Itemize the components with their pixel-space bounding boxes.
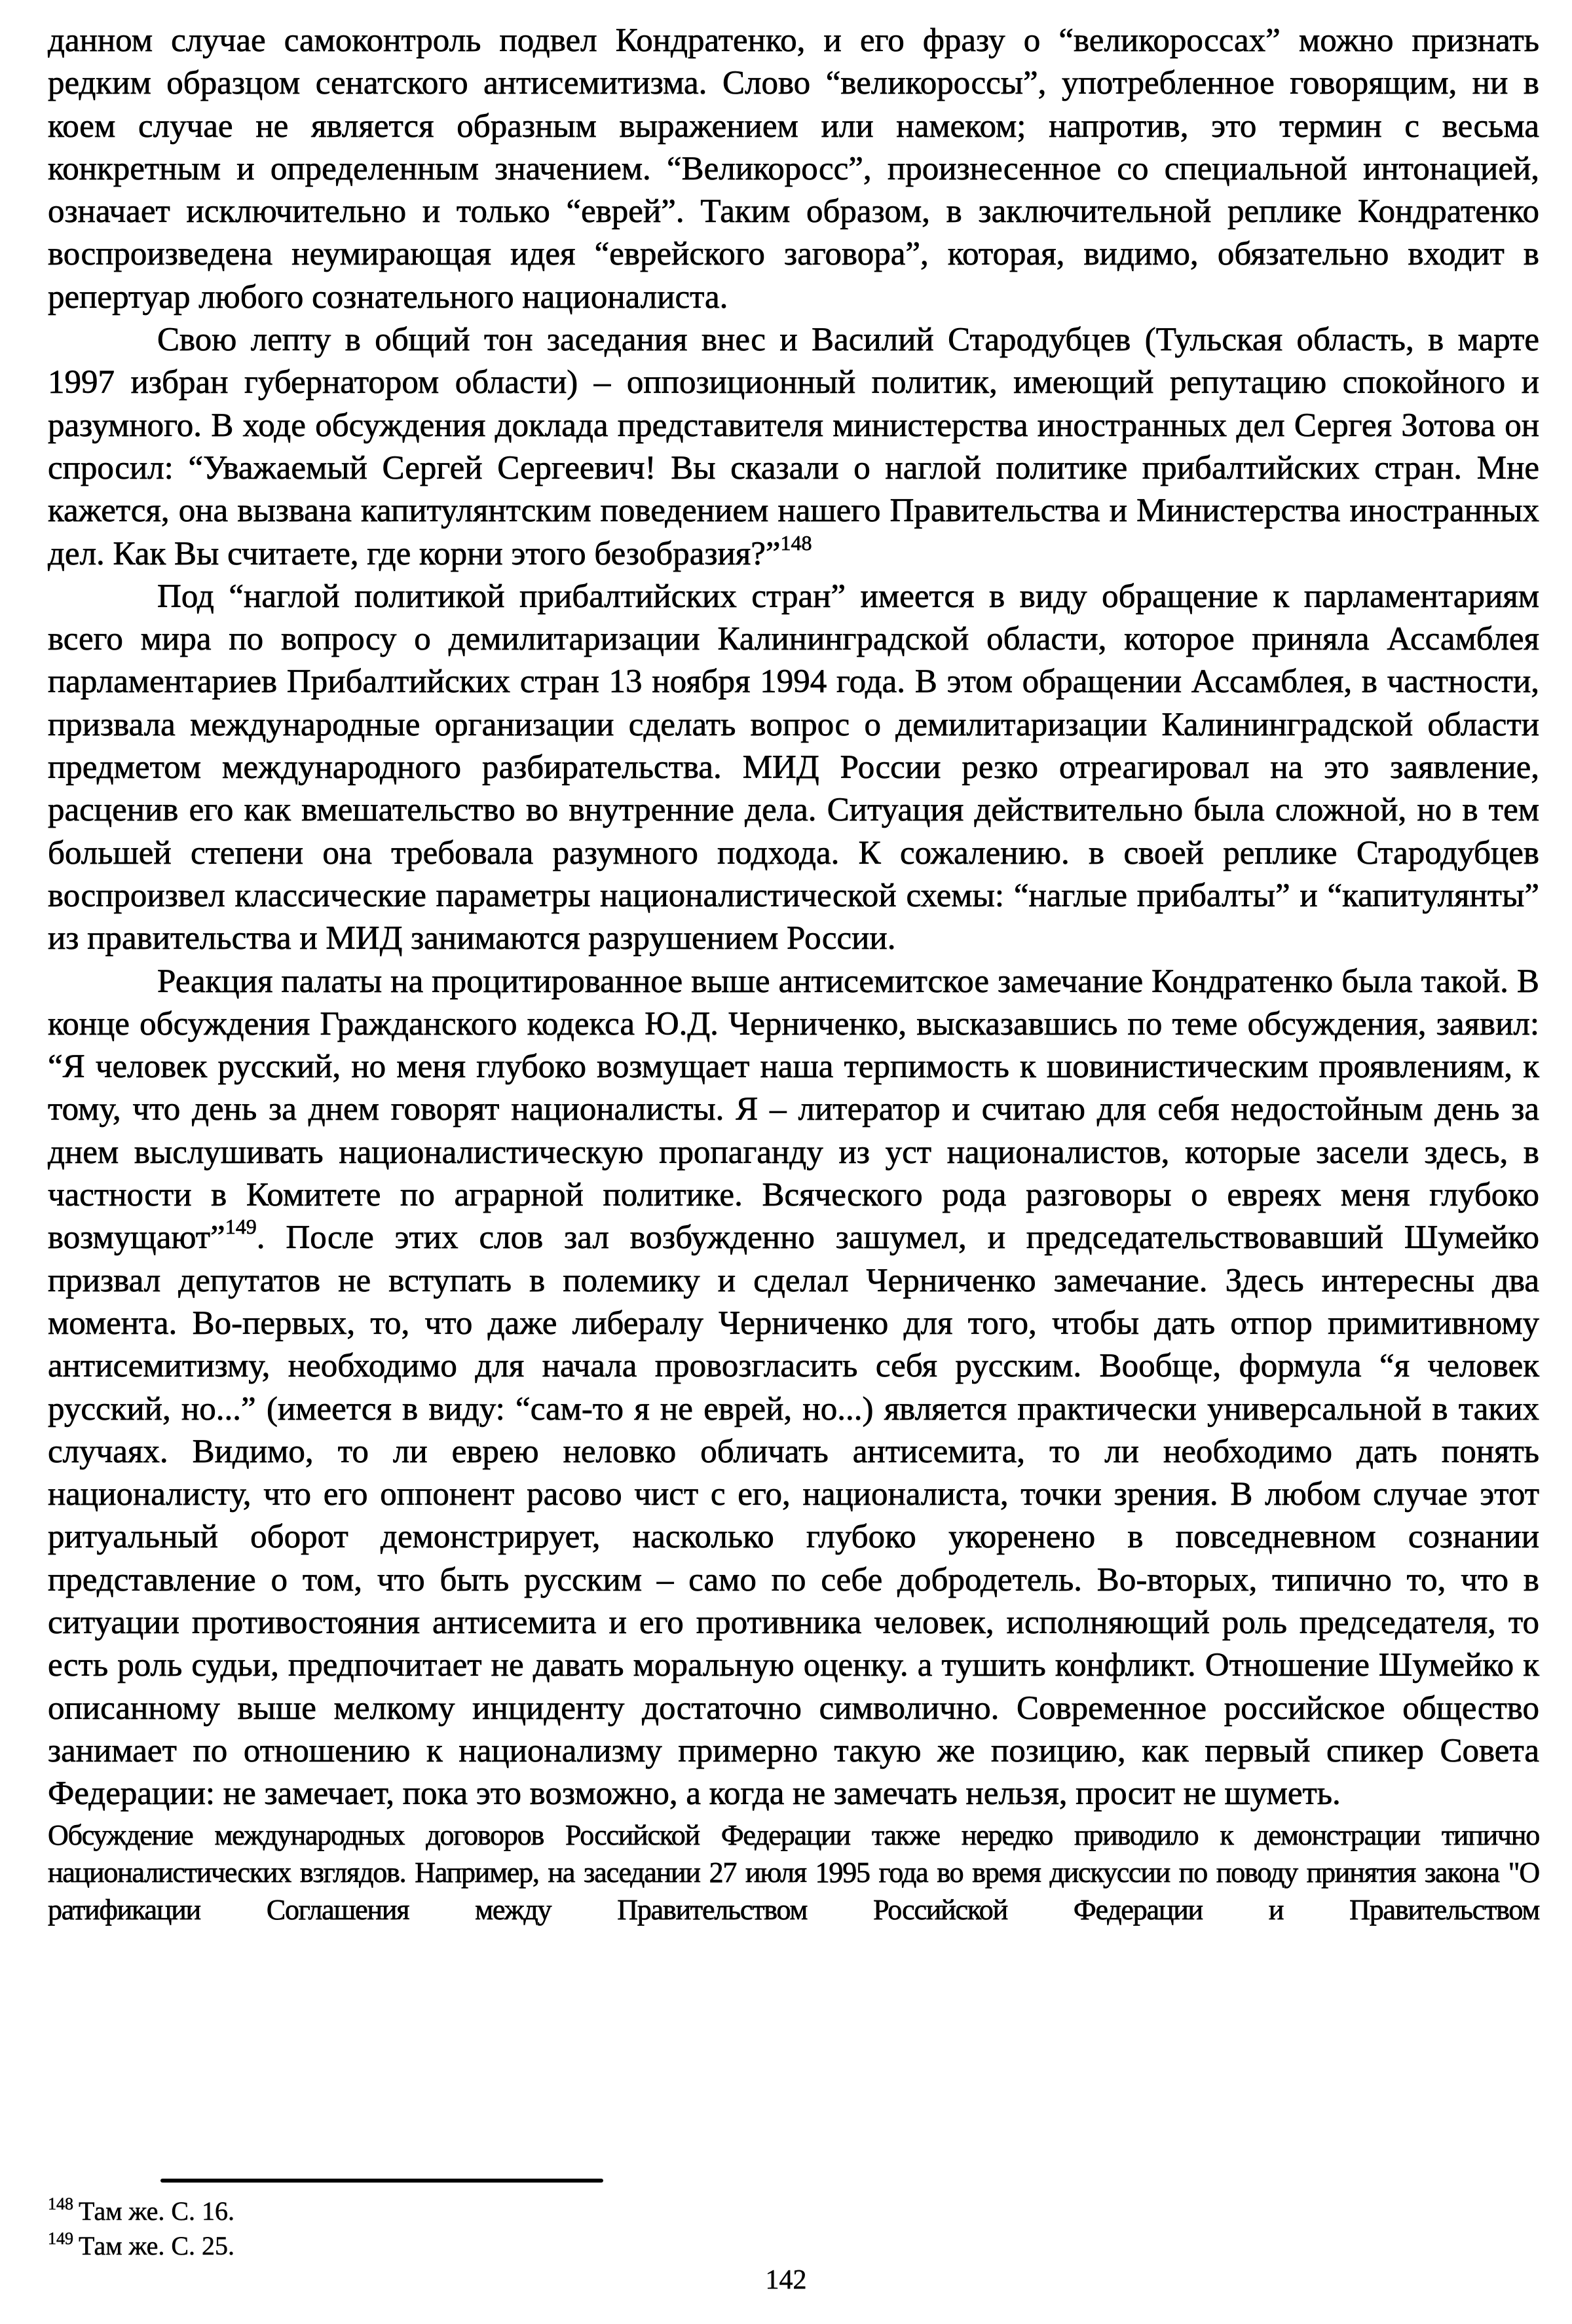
footnote-text: Там же. С. 25. bbox=[79, 2231, 235, 2260]
footnote-text: Там же. С. 16. bbox=[79, 2196, 235, 2226]
paragraph-international-treaties bbox=[48, 1817, 1539, 1928]
paragraph-baltic-policy bbox=[48, 576, 1539, 961]
paragraph-text: данном случае самоконтроль подвел Кондратенко, и его фразу о “великороссах” можно признать редким образцом сенатского антисемитизма. Слово “великороссы”, употребленное говорящим, ни в коем случае не является образным выражением или намеком; напротив, это термин с весьма конкретным и определенным значением. “Великоросс”, произнесенное со специальной интонацией, означает исключительно и только “еврей”. Таким образом, в заключительной реплике Кондратенко воспроизведена неумирающая идея “еврейского заговора”, которая, видимо, обязательно входит в репертуар любого сознательного националиста. bbox=[48, 22, 1539, 316]
footnote-148 bbox=[48, 2194, 234, 2228]
paragraph-text: Реакция палаты на процитированное выше антисемитское замечание Кондратенко была такой. В конце обсуждения Гражданского кодекса Ю.Д. Черниченко, высказавшись по теме обсуждения, заявил: “Я человек русский, но меня глубоко возмущает наша терпимость к шовинистическим проявлениям, к тому, что день за днем говорят националисты. Я – литератор и считаю для себя недостойным день за днем выслушивать националистическую пропаганду из уст националистов, которые засели здесь, в частности в Комитете по аграрной политике. Всяческого рода разговоры о евреях меня глубоко возмущают” bbox=[48, 963, 1539, 1257]
page-number: 142 bbox=[765, 2265, 807, 2295]
footnote-number: 148 bbox=[48, 2194, 73, 2213]
footnote-ref-148[interactable]: 148 bbox=[780, 530, 812, 555]
footnote-ref-149[interactable]: 149 bbox=[225, 1215, 257, 1239]
paragraph-text: Обсуждение международных договоров Российской Федерации также нередко приводило к демонстрации типично националистических взглядов. Например, на заседании 27 июля 1995 года во время дискуссии по поводу принятия закона "О ратификации Соглашения между Правительством Российской Федерации и Правительством bbox=[48, 1819, 1539, 1927]
footnote-separator bbox=[160, 2179, 603, 2183]
footnote-149 bbox=[48, 2228, 234, 2263]
paragraph-text: Под “наглой политикой прибалтийских стран” имеется в виду обращение к парламентариям всего мира по вопросу о демилитаризации Калининградской области, которое приняла Ассамблея парламентариев Прибалтийских стран 13 ноября 1994 года. В этом обращении Ассамблея, в частности, призвала международные организации сделать вопрос о демилитаризации Калининградской области предметом международного разбирательства. МИД России резко отреагировал на это заявление, расценив его как вмешательство во внутренние дела. Ситуация действительно была сложной, но в тем большей степени она требовала разумного подхода. К сожалению. в своей реплике Стародубцев воспроизвел классические параметры националистической схемы: “наглые прибалты” и “капитулянты” из правительства и МИД занимаются разрушением России. bbox=[48, 578, 1539, 957]
paragraph-chamber-reaction bbox=[48, 961, 1539, 1816]
footnotes bbox=[48, 2194, 234, 2263]
paragraph-text: Свою лепту в общий тон заседания внес и Василий Стародубцев (Тульская область, в марте 1997 избран губернатором области) – оппозиционный политик, имеющий репутацию спокойного и разумного. В ходе обсуждения доклада представителя министерства иностранных дел Сергея Зотова он спросил: “Уважаемый Сергей Сергеевич! Вы сказали о наглой политике прибалтийских стран. Мне кажется, она вызвана капитулянтским поведением нашего Правительства и Министерства иностранных дел. Как Вы считаете, где корни этого безобразия?” bbox=[48, 322, 1539, 572]
footnote-number: 149 bbox=[48, 2229, 73, 2248]
paragraph-starodubtsev bbox=[48, 319, 1539, 576]
paragraph-continuation bbox=[48, 20, 1539, 319]
paragraph-text-continued: . После этих слов зал возбужденно зашумел, и председательствовавший Шумейко призвал депутатов не вступать в полемику и сделал Черниченко замечание. Здесь интересны два момента. Во-первых, то, что даже либералу Черниченко для того, чтобы дать отпор примитивному антисемитизму, необходимо для начала провозгласить себя русским. Вообще, формула “я человек русский, но...” (имеется в виду: “сам-то я не еврей, но...) является практически универсальной в таких случаях. Видимо, то ли еврею неловко обличать антисемита, то ли необходимо дать понять националисту, что его оппонент расово чист с его, националиста, точки зрения. В любом случае этот ритуальный оборот демонстрирует, насколько глубоко укоренено в повседневном сознании представление о том, что быть русским – само по себе добродетель. Во-вторых, типично то, что в ситуации противостояния антисемита и его противника человек, исполняющий роль председателя, то есть роль судьи, предпочитает не давать моральную оценку. а тушить конфликт. Отношение Шумейко к описанному выше мелкому инциденту достаточно символично. Современное российское общество занимает по отношению к национализму примерно такую же позицию, как первый спикер Совета Федерации: не замечает, пока это возможно, а когда не замечать нельзя, просит не шуметь. bbox=[48, 1219, 1539, 1813]
page-body bbox=[48, 20, 1539, 1928]
